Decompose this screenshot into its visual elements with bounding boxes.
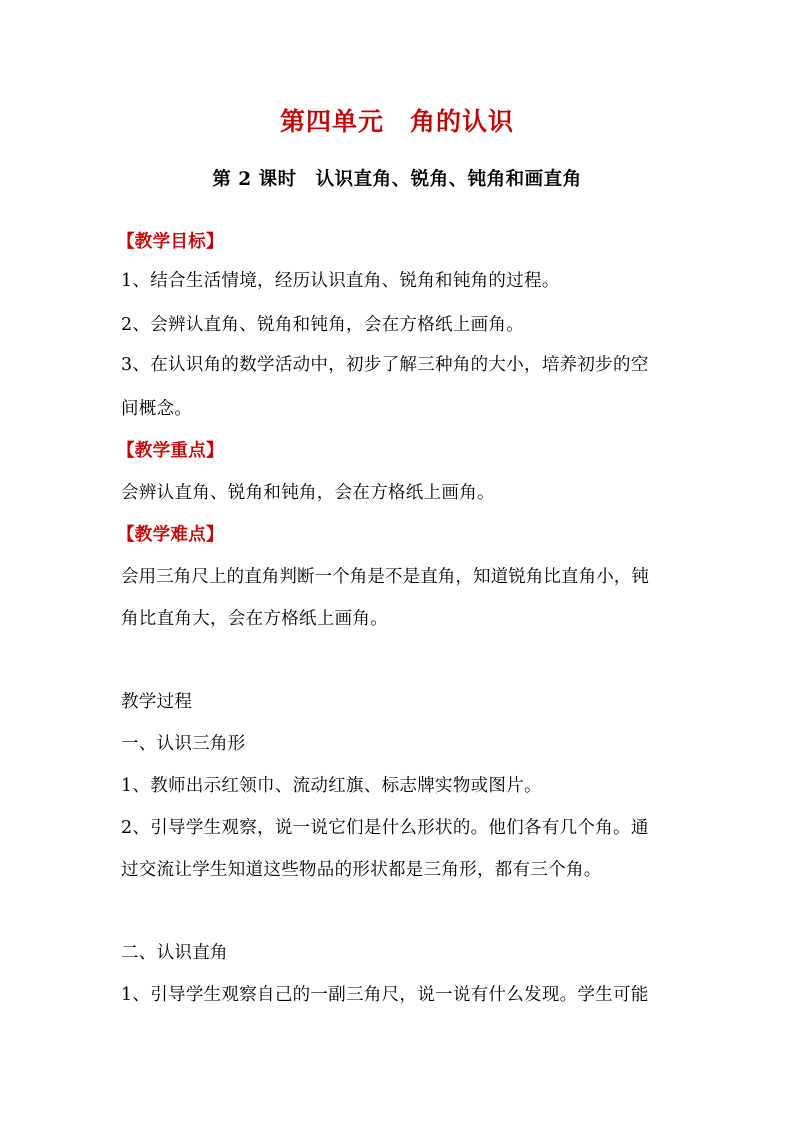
objective-item-continued: 间概念。 xyxy=(121,399,193,419)
difficulty-item-continued: 角比直角大，会在方格纸上画角。 xyxy=(121,609,388,629)
difficulty-item: 会用三角尺上的直角判断一个角是不是直角，知道锐角比直角小，钝 xyxy=(121,567,649,587)
part1-item-continued: 过交流让学生知道这些物品的形状都是三角形，都有三个角。 xyxy=(121,860,602,880)
objective-item: 2、会辨认直角、锐角和钝角，会在方格纸上画角。 xyxy=(121,315,525,335)
difficulties-heading: 【教学难点】 xyxy=(117,525,224,545)
objective-item: 1、结合生活情境，经历认识直角、锐角和钝角的过程。 xyxy=(121,271,560,291)
process-heading: 教学过程 xyxy=(121,692,193,712)
key-points-heading: 【教学重点】 xyxy=(117,441,224,461)
part1-item: 1、教师出示红领巾、流动红旗、标志牌实物或图片。 xyxy=(121,776,542,796)
key-point-item: 会辨认直角、锐角和钝角，会在方格纸上画角。 xyxy=(121,483,495,503)
part1-item: 2、引导学生观察，说一说它们是什么形状的。他们各有几个角。通 xyxy=(121,818,649,838)
part1-heading: 一、认识三角形 xyxy=(121,734,246,754)
part2-heading: 二、认识直角 xyxy=(121,943,228,963)
lesson-subtitle: 第 2 课时 认识直角、锐角、钝角和画直角 xyxy=(212,169,582,190)
objectives-heading: 【教学目标】 xyxy=(117,232,224,252)
objective-item: 3、在认识角的数学活动中，初步了解三种角的大小，培养初步的空 xyxy=(121,355,649,375)
part2-item: 1、引导学生观察自己的一副三角尺，说一说有什么发现。学生可能 xyxy=(121,985,649,1005)
document-title: 第四单元 角的认识 xyxy=(279,107,514,136)
